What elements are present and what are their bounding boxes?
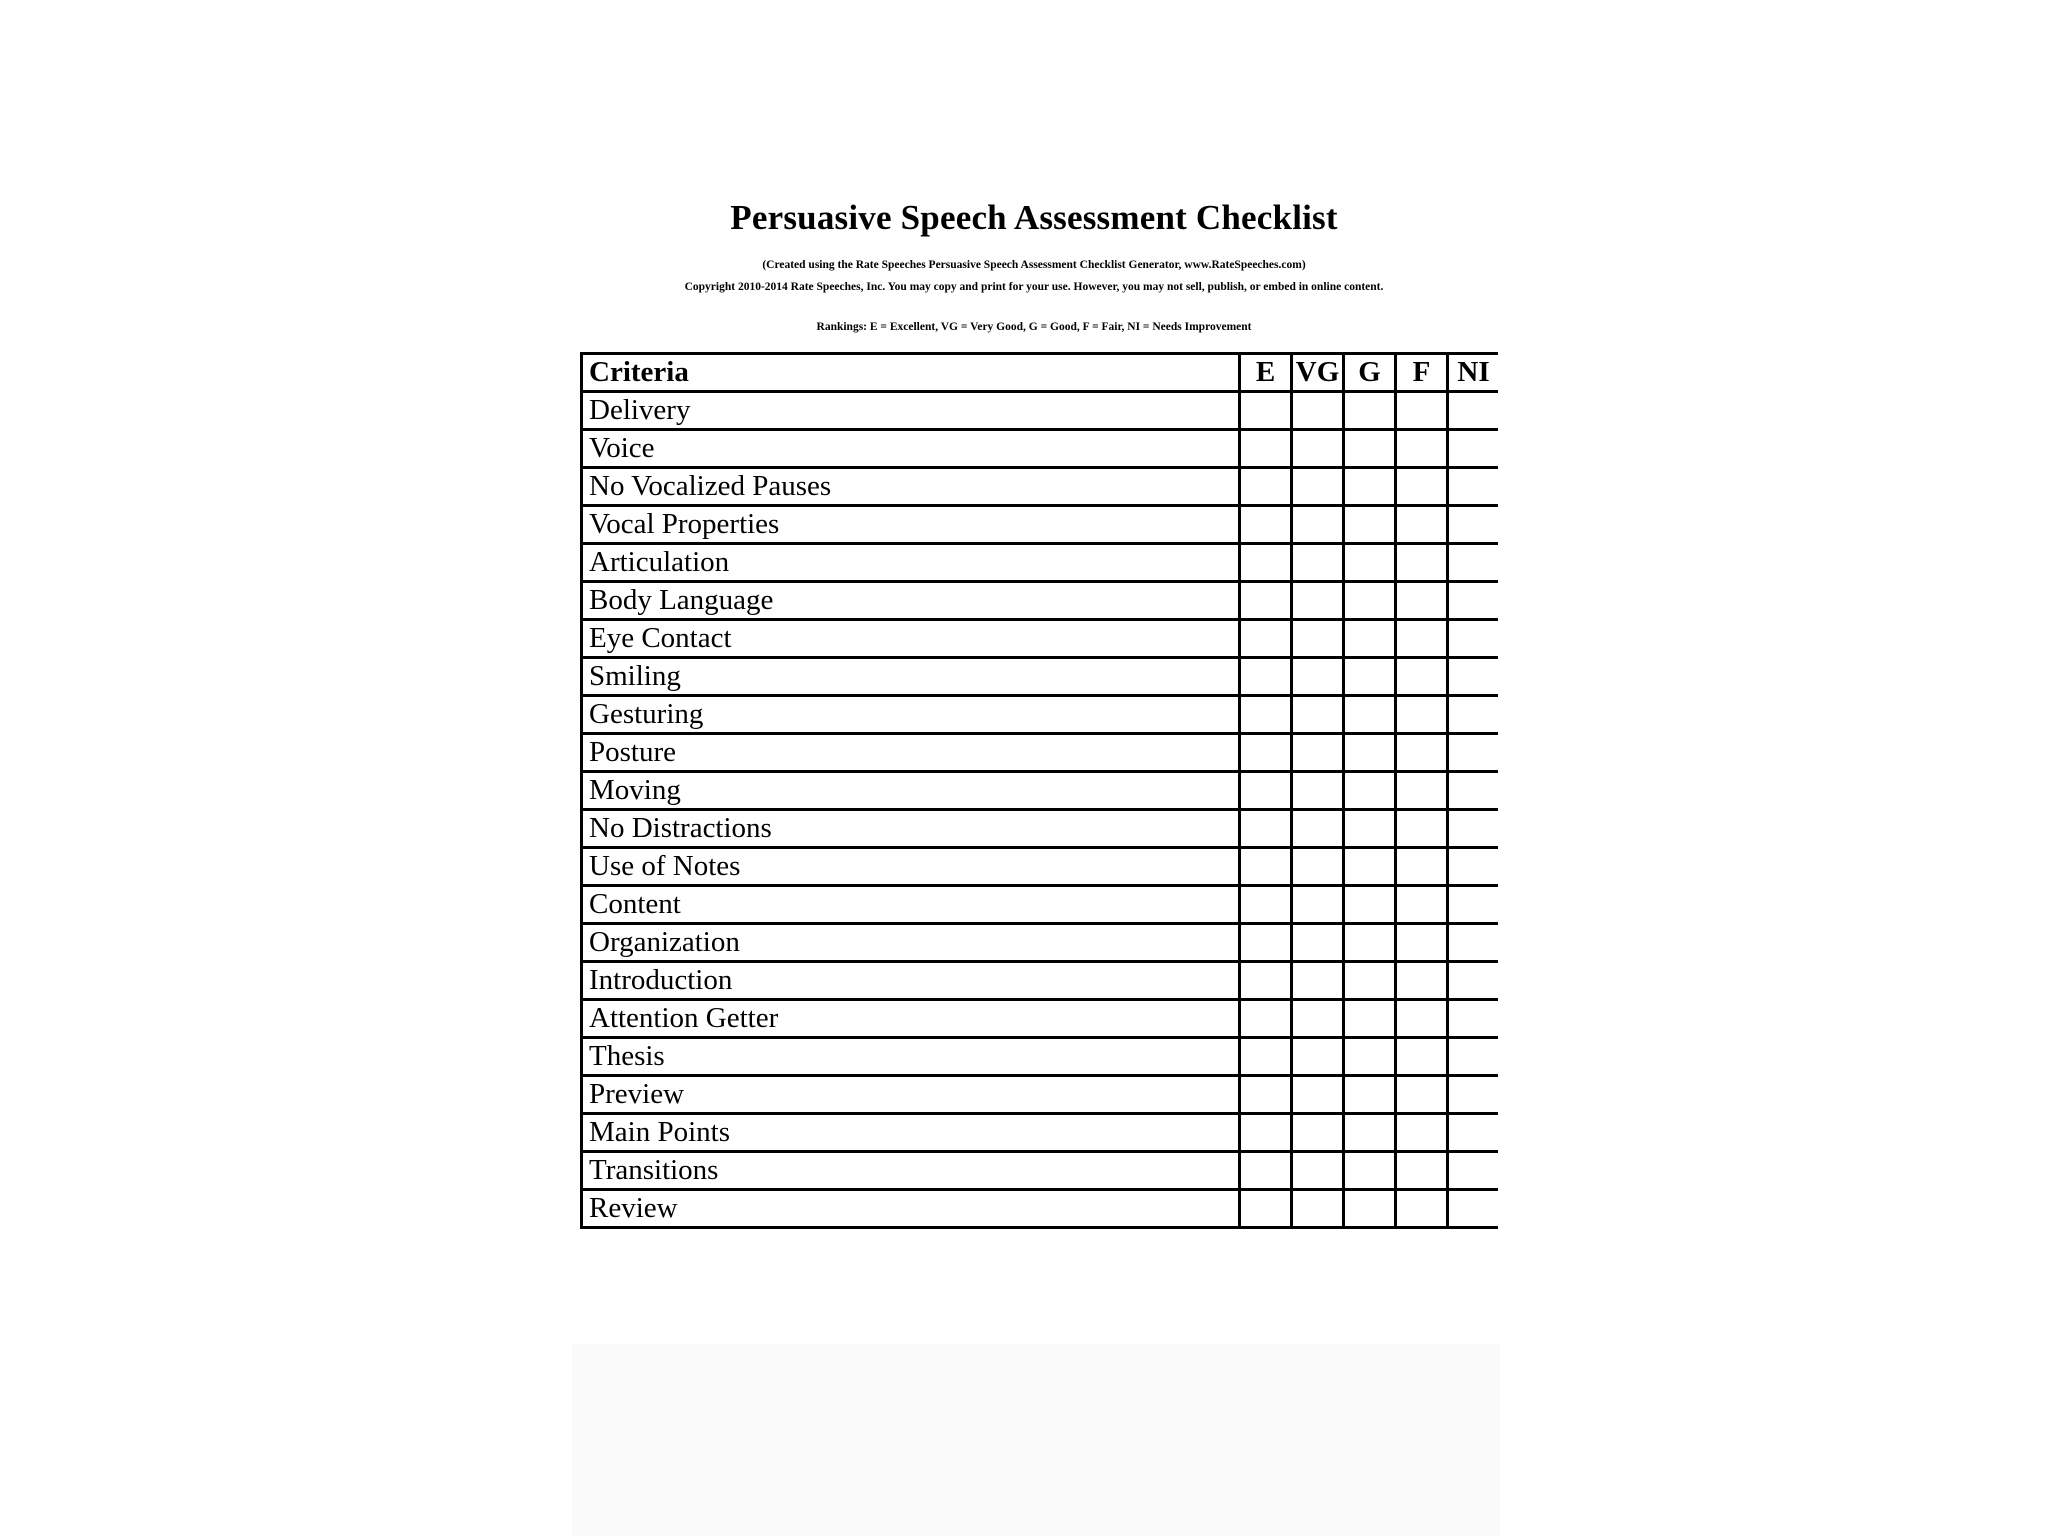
rating-cell-vg[interactable] bbox=[1292, 1152, 1344, 1190]
table-row bbox=[582, 658, 1499, 696]
rating-cell-e[interactable] bbox=[1240, 1076, 1292, 1114]
table-row bbox=[582, 886, 1499, 924]
rating-cell-vg[interactable] bbox=[1292, 658, 1344, 696]
rating-cell-vg[interactable] bbox=[1292, 1000, 1344, 1038]
table-row bbox=[582, 1114, 1499, 1152]
rating-cell-f[interactable] bbox=[1396, 962, 1448, 1000]
criteria-cell: Smiling bbox=[582, 658, 1240, 696]
criteria-cell: Thesis bbox=[582, 1038, 1240, 1076]
rating-cell-vg[interactable] bbox=[1292, 1190, 1344, 1228]
rating-cell-ni[interactable] bbox=[1448, 848, 1499, 886]
criteria-cell: Delivery bbox=[582, 392, 1240, 430]
rating-cell-f[interactable] bbox=[1396, 696, 1448, 734]
rating-cell-e[interactable] bbox=[1240, 544, 1292, 582]
rating-cell-f[interactable] bbox=[1396, 810, 1448, 848]
rating-cell-g[interactable] bbox=[1344, 582, 1396, 620]
rating-cell-g[interactable] bbox=[1344, 430, 1396, 468]
rating-cell-e[interactable] bbox=[1240, 886, 1292, 924]
rating-cell-g[interactable] bbox=[1344, 810, 1396, 848]
rating-cell-ni[interactable] bbox=[1448, 1114, 1499, 1152]
criteria-cell: No Distractions bbox=[582, 810, 1240, 848]
criteria-cell: Main Points bbox=[582, 1114, 1240, 1152]
rating-cell-ni[interactable] bbox=[1448, 430, 1499, 468]
rating-cell-e[interactable] bbox=[1240, 506, 1292, 544]
checklist-table-container bbox=[580, 352, 1498, 1345]
rating-cell-g[interactable] bbox=[1344, 1076, 1396, 1114]
header-e: E bbox=[1240, 354, 1292, 392]
criteria-cell: Introduction bbox=[582, 962, 1240, 1000]
table-row bbox=[582, 810, 1499, 848]
rating-cell-vg[interactable] bbox=[1292, 620, 1344, 658]
rankings-legend: Rankings: E = Excellent, VG = Very Good, G = Good, F = Fair, NI = Needs Improvement bbox=[816, 321, 1252, 333]
rating-cell-f[interactable] bbox=[1396, 658, 1448, 696]
table-row bbox=[582, 962, 1499, 1000]
rating-cell-vg[interactable] bbox=[1292, 544, 1344, 582]
rating-cell-f[interactable] bbox=[1396, 848, 1448, 886]
rating-cell-vg[interactable] bbox=[1292, 392, 1344, 430]
rating-cell-e[interactable] bbox=[1240, 392, 1292, 430]
rating-cell-e[interactable] bbox=[1240, 848, 1292, 886]
table-row bbox=[582, 1152, 1499, 1190]
criteria-cell: Articulation bbox=[582, 544, 1240, 582]
header-f: F bbox=[1396, 354, 1448, 392]
rating-cell-ni[interactable] bbox=[1448, 924, 1499, 962]
rating-cell-ni[interactable] bbox=[1448, 696, 1499, 734]
table-row bbox=[582, 582, 1499, 620]
criteria-cell: Moving bbox=[582, 772, 1240, 810]
table-row bbox=[582, 848, 1499, 886]
rating-cell-vg[interactable] bbox=[1292, 1114, 1344, 1152]
rating-cell-f[interactable] bbox=[1396, 430, 1448, 468]
rating-cell-ni[interactable] bbox=[1448, 582, 1499, 620]
table-row bbox=[582, 506, 1499, 544]
rating-cell-vg[interactable] bbox=[1292, 734, 1344, 772]
rating-cell-f[interactable] bbox=[1396, 1038, 1448, 1076]
rating-cell-g[interactable] bbox=[1344, 1114, 1396, 1152]
rating-cell-f[interactable] bbox=[1396, 924, 1448, 962]
rating-cell-f[interactable] bbox=[1396, 392, 1448, 430]
rating-cell-g[interactable] bbox=[1344, 1000, 1396, 1038]
rating-cell-vg[interactable] bbox=[1292, 886, 1344, 924]
rating-cell-ni[interactable] bbox=[1448, 392, 1499, 430]
rating-cell-e[interactable] bbox=[1240, 1114, 1292, 1152]
rating-cell-vg[interactable] bbox=[1292, 848, 1344, 886]
table-row bbox=[582, 544, 1499, 582]
table-row bbox=[582, 924, 1499, 962]
rating-cell-e[interactable] bbox=[1240, 658, 1292, 696]
criteria-cell: Body Language bbox=[582, 582, 1240, 620]
table-row bbox=[582, 620, 1499, 658]
table-row bbox=[582, 734, 1499, 772]
criteria-cell: Eye Contact bbox=[582, 620, 1240, 658]
rating-cell-ni[interactable] bbox=[1448, 1038, 1499, 1076]
rating-cell-e[interactable] bbox=[1240, 620, 1292, 658]
rating-cell-vg[interactable] bbox=[1292, 506, 1344, 544]
rating-cell-ni[interactable] bbox=[1448, 810, 1499, 848]
rating-cell-ni[interactable] bbox=[1448, 1152, 1499, 1190]
rating-cell-ni[interactable] bbox=[1448, 544, 1499, 582]
rating-cell-vg[interactable] bbox=[1292, 1076, 1344, 1114]
rating-cell-g[interactable] bbox=[1344, 924, 1396, 962]
rating-cell-e[interactable] bbox=[1240, 1000, 1292, 1038]
rating-cell-e[interactable] bbox=[1240, 696, 1292, 734]
table-row bbox=[582, 392, 1499, 430]
rating-cell-g[interactable] bbox=[1344, 734, 1396, 772]
rating-cell-ni[interactable] bbox=[1448, 886, 1499, 924]
rating-cell-f[interactable] bbox=[1396, 468, 1448, 506]
table-row bbox=[582, 1038, 1499, 1076]
rating-cell-f[interactable] bbox=[1396, 1190, 1448, 1228]
rating-cell-e[interactable] bbox=[1240, 468, 1292, 506]
rating-cell-ni[interactable] bbox=[1448, 734, 1499, 772]
rating-cell-e[interactable] bbox=[1240, 962, 1292, 1000]
rating-cell-ni[interactable] bbox=[1448, 506, 1499, 544]
rating-cell-vg[interactable] bbox=[1292, 430, 1344, 468]
rating-cell-e[interactable] bbox=[1240, 1190, 1292, 1228]
rating-cell-g[interactable] bbox=[1344, 1190, 1396, 1228]
rating-cell-e[interactable] bbox=[1240, 1152, 1292, 1190]
rating-cell-ni[interactable] bbox=[1448, 620, 1499, 658]
rating-cell-e[interactable] bbox=[1240, 1038, 1292, 1076]
rating-cell-ni[interactable] bbox=[1448, 1076, 1499, 1114]
rating-cell-f[interactable] bbox=[1396, 1152, 1448, 1190]
rating-cell-f[interactable] bbox=[1396, 772, 1448, 810]
rating-cell-e[interactable] bbox=[1240, 924, 1292, 962]
rating-cell-g[interactable] bbox=[1344, 392, 1396, 430]
criteria-cell: Gesturing bbox=[582, 696, 1240, 734]
rating-cell-g[interactable] bbox=[1344, 696, 1396, 734]
document-copyright: Copyright 2010-2014 Rate Speeches, Inc. You may copy and print for your use. However, you may not sell, publish, or embed in online content. bbox=[684, 281, 1384, 293]
rating-cell-g[interactable] bbox=[1344, 772, 1396, 810]
rating-cell-g[interactable] bbox=[1344, 658, 1396, 696]
rating-cell-f[interactable] bbox=[1396, 734, 1448, 772]
criteria-cell: Vocal Properties bbox=[582, 506, 1240, 544]
rating-cell-g[interactable] bbox=[1344, 468, 1396, 506]
criteria-cell: Review bbox=[582, 1190, 1240, 1228]
rating-cell-g[interactable] bbox=[1344, 506, 1396, 544]
rating-cell-g[interactable] bbox=[1344, 848, 1396, 886]
rating-cell-f[interactable] bbox=[1396, 1114, 1448, 1152]
table-row bbox=[582, 1000, 1499, 1038]
rating-cell-e[interactable] bbox=[1240, 582, 1292, 620]
checklist-table bbox=[580, 352, 1498, 1229]
rating-cell-vg[interactable] bbox=[1292, 962, 1344, 1000]
table-row bbox=[582, 430, 1499, 468]
table-row bbox=[582, 1190, 1499, 1228]
criteria-cell: No Vocalized Pauses bbox=[582, 468, 1240, 506]
rating-cell-g[interactable] bbox=[1344, 620, 1396, 658]
document-title: Persuasive Speech Assessment Checklist bbox=[730, 198, 1338, 237]
rating-cell-vg[interactable] bbox=[1292, 1038, 1344, 1076]
rating-cell-e[interactable] bbox=[1240, 734, 1292, 772]
rating-cell-e[interactable] bbox=[1240, 430, 1292, 468]
header-criteria: Criteria bbox=[582, 354, 1240, 392]
rating-cell-g[interactable] bbox=[1344, 1038, 1396, 1076]
rating-cell-vg[interactable] bbox=[1292, 468, 1344, 506]
rating-cell-ni[interactable] bbox=[1448, 468, 1499, 506]
rating-cell-vg[interactable] bbox=[1292, 810, 1344, 848]
criteria-cell: Posture bbox=[582, 734, 1240, 772]
criteria-cell: Content bbox=[582, 886, 1240, 924]
header-vg: VG bbox=[1292, 354, 1344, 392]
rating-cell-vg[interactable] bbox=[1292, 772, 1344, 810]
rating-cell-g[interactable] bbox=[1344, 1152, 1396, 1190]
rating-cell-f[interactable] bbox=[1396, 506, 1448, 544]
rating-cell-vg[interactable] bbox=[1292, 582, 1344, 620]
rating-cell-vg[interactable] bbox=[1292, 696, 1344, 734]
rating-cell-ni[interactable] bbox=[1448, 1190, 1499, 1228]
rating-cell-f[interactable] bbox=[1396, 886, 1448, 924]
header-ni: NI bbox=[1448, 354, 1499, 392]
header-g: G bbox=[1344, 354, 1396, 392]
criteria-cell: Voice bbox=[582, 430, 1240, 468]
page-bottom-area bbox=[572, 1344, 1500, 1536]
rating-cell-g[interactable] bbox=[1344, 886, 1396, 924]
rating-cell-ni[interactable] bbox=[1448, 1000, 1499, 1038]
rating-cell-f[interactable] bbox=[1396, 620, 1448, 658]
criteria-cell: Attention Getter bbox=[582, 1000, 1240, 1038]
rating-cell-ni[interactable] bbox=[1448, 658, 1499, 696]
criteria-cell: Transitions bbox=[582, 1152, 1240, 1190]
rating-cell-g[interactable] bbox=[1344, 544, 1396, 582]
table-row bbox=[582, 468, 1499, 506]
table-row bbox=[582, 696, 1499, 734]
criteria-cell: Organization bbox=[582, 924, 1240, 962]
rating-cell-f[interactable] bbox=[1396, 1000, 1448, 1038]
criteria-cell: Preview bbox=[582, 1076, 1240, 1114]
table-header-row bbox=[582, 354, 1499, 392]
rating-cell-ni[interactable] bbox=[1448, 772, 1499, 810]
rating-cell-f[interactable] bbox=[1396, 1076, 1448, 1114]
table-row bbox=[582, 1076, 1499, 1114]
table-row bbox=[582, 772, 1499, 810]
document-credit: (Created using the Rate Speeches Persuasive Speech Assessment Checklist Generator, www.RateSpeeches.com) bbox=[762, 259, 1306, 271]
rating-cell-ni[interactable] bbox=[1448, 962, 1499, 1000]
rating-cell-g[interactable] bbox=[1344, 962, 1396, 1000]
rating-cell-f[interactable] bbox=[1396, 544, 1448, 582]
rating-cell-vg[interactable] bbox=[1292, 924, 1344, 962]
rating-cell-e[interactable] bbox=[1240, 772, 1292, 810]
rating-cell-f[interactable] bbox=[1396, 582, 1448, 620]
rating-cell-e[interactable] bbox=[1240, 810, 1292, 848]
criteria-cell: Use of Notes bbox=[582, 848, 1240, 886]
